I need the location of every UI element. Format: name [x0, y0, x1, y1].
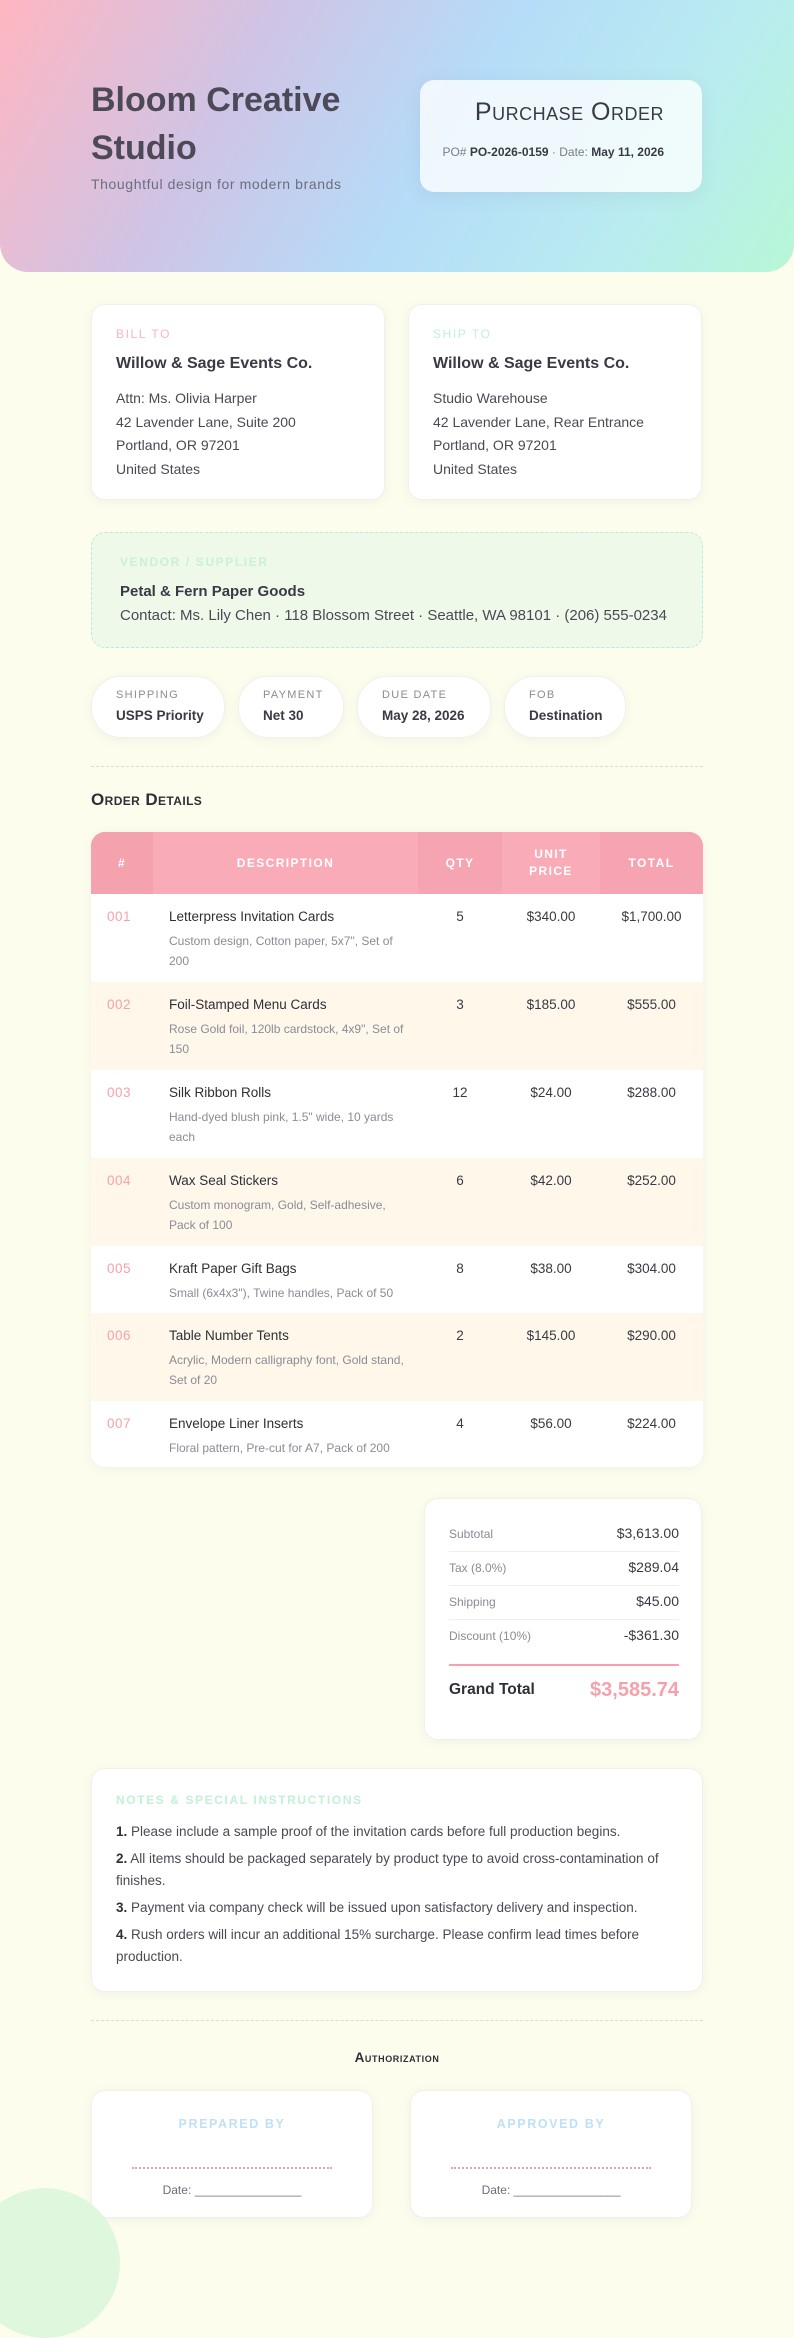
- bill-to-label: BILL TO: [116, 327, 172, 341]
- item-name: Wax Seal Stickers: [169, 1173, 279, 1188]
- item-number: 001: [107, 909, 132, 924]
- note-item: [116, 1924, 676, 1968]
- item-total: $555.00: [627, 997, 676, 1012]
- document-title: Purchase Order: [474, 98, 664, 126]
- item-detail: Hand-dyed blush pink, 1.5" wide, 10 yards each: [169, 1110, 394, 1144]
- item-detail: Small (6x4x3"), Twine handles, Pack of 50: [169, 1286, 394, 1300]
- term-label: FOB: [529, 689, 556, 701]
- po-meta: [434, 142, 664, 162]
- item-number: 005: [107, 1261, 132, 1276]
- term-value: May 28, 2026: [382, 708, 465, 723]
- item-name: Kraft Paper Gift Bags: [169, 1261, 297, 1276]
- term-value: USPS Priority: [116, 708, 204, 723]
- note-text: All items should be packaged separately by product type to avoid cross-contamination of finishes.: [116, 1851, 659, 1888]
- note-text: Payment via company check will be issued upon satisfactory delivery and inspection.: [131, 1900, 638, 1915]
- address-line: Studio Warehouse: [433, 390, 548, 406]
- section-divider: [91, 766, 703, 767]
- column-header-unit-price: UNIT PRICE: [502, 832, 600, 894]
- item-unit-price: $145.00: [526, 1328, 576, 1343]
- ship-to-label: SHIP TO: [433, 327, 492, 341]
- address-line: United States: [433, 460, 518, 477]
- item-qty: 2: [456, 1328, 464, 1343]
- table-header: [91, 832, 703, 894]
- company-tagline: Thoughtful design for modern brands: [91, 176, 342, 192]
- discount-row: [449, 1619, 679, 1653]
- company-name: Bloom Creative Studio: [91, 81, 341, 167]
- approved-by-label: APPROVED BY: [496, 2117, 606, 2131]
- note-item: [116, 1848, 676, 1892]
- note-number: 3.: [116, 1900, 128, 1915]
- item-detail: Custom monogram, Gold, Self-adhesive, Pack of 100: [169, 1198, 386, 1232]
- item-number: 004: [107, 1173, 132, 1188]
- item-name: Foil-Stamped Menu Cards: [169, 997, 327, 1012]
- item-number: 007: [107, 1416, 132, 1431]
- address-line: United States: [116, 460, 201, 477]
- ship-to-name: Willow & Sage Events Co.: [433, 355, 630, 372]
- signature-line[interactable]: [451, 2167, 651, 2169]
- signature-date[interactable]: Date: ________________: [481, 2183, 621, 2197]
- vendor-label: VENDOR / SUPPLIER: [120, 555, 269, 569]
- item-detail: Floral pattern, Pre-cut for A7, Pack of 200: [169, 1441, 390, 1455]
- item-unit-price: $24.00: [530, 1085, 572, 1100]
- vendor-name: Petal & Fern Paper Goods: [120, 583, 306, 600]
- totals-label: Subtotal: [449, 1527, 494, 1541]
- item-number: 003: [107, 1085, 132, 1100]
- note-number: 4.: [116, 1927, 128, 1942]
- item-name: Envelope Liner Inserts: [169, 1416, 304, 1431]
- signature-line[interactable]: [132, 2167, 332, 2169]
- ship-to-address: [433, 387, 644, 481]
- term-due-date: [357, 676, 491, 738]
- vendor-card: [91, 532, 703, 648]
- column-header-qty: QTY: [418, 832, 502, 894]
- item-qty: 6: [456, 1173, 464, 1188]
- item-detail: Acrylic, Modern calligraphy font, Gold stand, Set of 20: [169, 1353, 404, 1387]
- note-item: [116, 1821, 676, 1843]
- notes-card: [91, 1768, 703, 1992]
- item-name: Table Number Tents: [169, 1328, 289, 1343]
- column-header-total: TOTAL: [600, 832, 703, 894]
- totals-label: Tax (8.0%): [449, 1561, 507, 1575]
- term-payment: [238, 676, 344, 738]
- grand-total-label: Grand Total: [449, 1681, 535, 1698]
- item-unit-price: $340.00: [526, 909, 576, 924]
- totals-label: Shipping: [449, 1595, 496, 1609]
- note-item: [116, 1897, 676, 1919]
- column-header-description: DESCRIPTION: [153, 832, 418, 894]
- note-number: 2.: [116, 1851, 128, 1866]
- prepared-by-label: PREPARED BY: [178, 2117, 286, 2131]
- item-qty: 8: [456, 1261, 464, 1276]
- tax-row: [449, 1551, 679, 1586]
- table-row: [91, 1401, 703, 1467]
- table-row: [91, 1313, 703, 1401]
- table-row: [91, 894, 703, 982]
- approved-by-block: [410, 2090, 692, 2218]
- table-row: [91, 982, 703, 1070]
- item-name: Silk Ribbon Rolls: [169, 1085, 272, 1100]
- item-name: Letterpress Invitation Cards: [169, 909, 335, 924]
- table-row: [91, 1070, 703, 1158]
- ship-to-card: [408, 304, 702, 500]
- order-table: [91, 832, 703, 1467]
- authorization-title: Authorization: [354, 2050, 440, 2065]
- item-total: $252.00: [627, 1173, 676, 1188]
- term-fob: [504, 676, 626, 738]
- term-label: SHIPPING: [116, 689, 179, 701]
- item-qty: 12: [452, 1085, 468, 1100]
- item-total: $224.00: [627, 1416, 676, 1431]
- totals-divider: [449, 1664, 679, 1666]
- totals-value: -$361.30: [623, 1627, 679, 1643]
- totals-card: [424, 1498, 702, 1740]
- address-line: 42 Lavender Lane, Suite 200: [116, 413, 296, 430]
- totals-value: $289.04: [628, 1559, 679, 1575]
- table-row: [91, 1158, 703, 1246]
- note-text: Rush orders will incur an additional 15% surcharge. Please confirm lead times before production.: [116, 1927, 640, 1964]
- signature-date[interactable]: Date: ________________: [162, 2183, 302, 2197]
- note-number: 1.: [116, 1824, 128, 1839]
- address-line: Attn: Ms. Olivia Harper: [116, 390, 257, 406]
- note-text: Please include a sample proof of the invitation cards before full production begins.: [131, 1824, 621, 1839]
- po-number-label: PO#: [442, 145, 467, 159]
- item-unit-price: $38.00: [530, 1261, 572, 1276]
- totals-label: Discount (10%): [449, 1629, 532, 1643]
- item-detail: Custom design, Cotton paper, 5x7", Set of 200: [169, 934, 393, 968]
- term-label: DUE DATE: [382, 689, 448, 701]
- address-line: Portland, OR 97201: [116, 437, 240, 453]
- column-header-number: #: [91, 832, 153, 894]
- subtotal-row: [449, 1517, 679, 1552]
- address-line: 42 Lavender Lane, Rear Entrance: [433, 413, 644, 430]
- order-details-title: Order Details: [91, 790, 203, 809]
- section-divider: [91, 2020, 703, 2021]
- item-unit-price: $185.00: [526, 997, 576, 1012]
- totals-value: $3,613.00: [616, 1525, 679, 1541]
- bill-to-card: [91, 304, 385, 500]
- term-value: Net 30: [263, 708, 304, 723]
- address-line: Portland, OR 97201: [433, 437, 557, 453]
- item-unit-price: $42.00: [530, 1173, 572, 1188]
- shipping-row: [449, 1585, 679, 1620]
- item-total: $290.00: [627, 1328, 676, 1343]
- prepared-by-block: [91, 2090, 373, 2218]
- date-label: · Date:: [551, 145, 588, 159]
- item-unit-price: $56.00: [530, 1416, 572, 1431]
- item-number: 002: [107, 997, 132, 1012]
- item-total: $288.00: [627, 1085, 676, 1100]
- item-qty: 4: [456, 1416, 464, 1431]
- notes-label: NOTES & SPECIAL INSTRUCTIONS: [116, 1793, 363, 1807]
- term-label: PAYMENT: [263, 689, 324, 701]
- grand-total-value: $3,585.74: [590, 1679, 679, 1701]
- po-date: May 11, 2026: [591, 145, 664, 159]
- item-detail: Rose Gold foil, 120lb cardstock, 4x9", Set of 150: [169, 1022, 404, 1056]
- vendor-contact: Contact: Ms. Lily Chen · 118 Blossom Street · Seattle, WA 98101 · (206) 555-0234: [120, 607, 667, 624]
- term-shipping: [91, 676, 225, 738]
- bill-to-name: Willow & Sage Events Co.: [116, 355, 313, 372]
- po-number: PO-2026-0159: [469, 145, 549, 159]
- item-qty: 5: [456, 909, 464, 924]
- bill-to-address: [116, 387, 296, 481]
- item-total: $1,700.00: [621, 909, 682, 924]
- totals-value: $45.00: [636, 1593, 679, 1609]
- item-number: 006: [107, 1328, 132, 1343]
- term-value: Destination: [529, 708, 603, 723]
- item-total: $304.00: [627, 1261, 676, 1276]
- item-qty: 3: [456, 997, 464, 1012]
- po-summary-card: [420, 80, 702, 192]
- table-row: [91, 1246, 703, 1313]
